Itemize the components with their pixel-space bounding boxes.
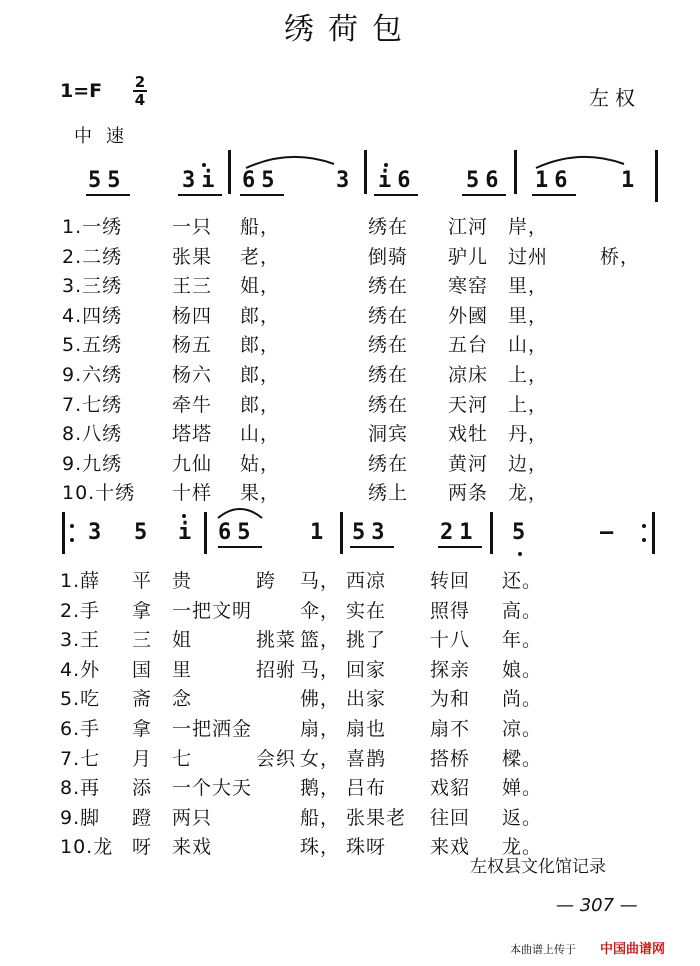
lyric-cell: 上， [508, 364, 549, 386]
lyric-cell: 一把文明 [172, 599, 253, 622]
lyric-cell: 篮， [300, 629, 341, 652]
lyric-cell: 6.手 [60, 718, 101, 740]
lyric-cell: 贵 [172, 570, 193, 592]
note-group: 65 [242, 168, 281, 193]
lyric-cell: 7.七绣 [62, 393, 123, 416]
lyric-cell: 绣在 [368, 275, 409, 298]
lyric-cell: 樑。 [502, 747, 543, 770]
lyric-cell: 杨六 [172, 364, 213, 386]
lyric-cell: 杨四 [172, 304, 213, 327]
lyric-cell: 绣在 [368, 334, 409, 357]
high-octave-dot [202, 163, 206, 167]
note-group: 56 [466, 168, 505, 193]
lyric-cell: 船， [300, 806, 341, 829]
lyric-cell: 姐 [172, 629, 193, 652]
lyric-cell: 蹬 [132, 806, 153, 829]
lyric-cell: 喜鹊 [346, 747, 387, 770]
lyric-cell: 过州 [508, 245, 549, 268]
lyric-cell: 船， [240, 216, 281, 238]
lyric-cell: 挑菜 [256, 629, 297, 652]
lyric-cell: 山， [508, 334, 549, 357]
lyric-cell: 绣在 [368, 364, 409, 386]
site-logo: 中国曲谱网 [600, 942, 666, 957]
lyric-cell: 会织 [256, 747, 297, 770]
note: 5 [512, 520, 526, 545]
lyric-cell: 牵牛 [172, 393, 213, 416]
lyric-cell: 珠， [300, 836, 341, 859]
tempo-label: 中速 [74, 126, 138, 147]
time-signature-top: 2 [134, 73, 146, 91]
lyric-cell: 出家 [346, 688, 387, 711]
upload-note: 本曲谱上传于 [510, 943, 576, 956]
lyric-cell: 五台 [448, 334, 489, 357]
lyric-cell: 5.吃 [60, 688, 101, 711]
lyric-cell: 7.七 [60, 747, 101, 770]
lyric-cell: 西凉 [346, 570, 387, 592]
lyric-cell: 凉床 [448, 364, 489, 386]
note-group: 53 [352, 520, 391, 545]
lyric-cell: 三 [132, 629, 153, 652]
lyric-cell: 4.四绣 [62, 304, 123, 327]
lyric-cell: 9.六绣 [62, 364, 123, 386]
lyric-cell: 里 [172, 658, 193, 681]
lyric-cell: 十八 [430, 629, 471, 652]
lyric-cell: 实在 [346, 599, 387, 622]
note-group: 65 [218, 520, 257, 545]
lyric-cell: 为和 [430, 688, 471, 711]
note-group: 16 [535, 168, 574, 193]
lyric-cell: 10.十绣 [62, 482, 136, 505]
lyric-cell: 1.一绣 [62, 216, 123, 238]
lyric-cell: 一把洒金 [172, 718, 253, 740]
lyric-cell: 拿 [132, 599, 153, 622]
lyric-cell: 果， [240, 482, 281, 505]
lyric-cell: 照得 [430, 599, 471, 622]
lyric-cell: 鹅， [300, 777, 341, 800]
lyric-cell: 外國 [448, 304, 489, 327]
lyric-cell: 戏貂 [430, 777, 471, 800]
lyric-cell: 姑， [240, 452, 281, 475]
lyric-cell: 杨五 [172, 334, 213, 357]
lyric-cell: 3.王 [60, 629, 101, 652]
lyric-cell: 挑了 [346, 629, 387, 652]
slur-arc [536, 157, 624, 168]
lyric-cell: 高。 [502, 599, 543, 622]
lyric-cell: 8.再 [60, 777, 101, 800]
note: 3 [88, 520, 102, 545]
lyric-cell: 4.外 [60, 658, 101, 681]
note-group: 1 [621, 168, 635, 193]
note-group: 55 [88, 168, 127, 193]
lyric-cell: 10.龙 [60, 836, 114, 859]
lyric-cell: 里， [508, 275, 549, 298]
lyric-cell: 娘。 [502, 658, 543, 681]
lyric-cell: 斋 [132, 688, 153, 711]
lyric-cell: 黄河 [448, 452, 489, 475]
lyric-cell: 回家 [346, 658, 387, 681]
lyric-cell: 2.二绣 [62, 245, 123, 268]
lyric-cell: 桥， [600, 245, 641, 268]
lyric-cell: 凉。 [502, 718, 543, 740]
lyric-cell: 王三 [172, 275, 213, 298]
lyric-cell: 吕布 [346, 777, 387, 800]
lyric-cell: 绣在 [368, 216, 409, 238]
lyric-cell: 张果 [172, 245, 213, 268]
lyric-cell: 绣在 [368, 393, 409, 416]
lyric-cell: 扇不 [430, 718, 471, 740]
key-signature: 1=F [60, 80, 103, 102]
high-octave-dot [182, 514, 186, 518]
lyric-cell: 转回 [430, 570, 471, 592]
lyric-cell: 戏牡 [448, 423, 489, 446]
lyric-cell: 平 [132, 570, 153, 592]
dash: — [600, 520, 614, 545]
lyric-cell: 3.三绣 [62, 275, 123, 298]
page-number: — 307 — [556, 895, 638, 916]
lyric-cell: 伞， [300, 599, 341, 622]
lyric-cell: 2.手 [60, 599, 101, 622]
lyric-cell: 郎， [240, 334, 281, 357]
lyric-cell: 张果老 [346, 806, 407, 829]
lyric-cell: 婵。 [502, 777, 543, 800]
lyric-cell: 5.五绣 [62, 334, 123, 357]
lyric-cell: 9.九绣 [62, 452, 123, 475]
lyric-cell: 上， [508, 393, 549, 416]
lyric-cell: 添 [132, 777, 153, 800]
lyric-cell: 倒骑 [368, 245, 409, 268]
lyric-cell: 8.八绣 [62, 423, 123, 446]
lyric-cell: 洞宾 [368, 423, 409, 446]
lyric-cell: 还。 [502, 570, 543, 592]
lyric-cell: 十样 [172, 482, 213, 505]
time-signature-bottom: 4 [134, 91, 146, 109]
lyric-cell: 两条 [448, 482, 489, 505]
lyric-cell: 七 [172, 747, 193, 770]
lyric-cell: 扇， [300, 718, 341, 740]
lyric-cell: 龙。 [502, 836, 543, 859]
lyric-cell: 跨 [256, 570, 277, 592]
lyric-cell: 招驸 [256, 658, 297, 681]
lyric-cell: 一只 [172, 216, 213, 238]
lyric-cell: 马， [300, 658, 341, 681]
note: 5 [134, 520, 148, 545]
lyric-cell: 寒窑 [448, 275, 489, 298]
slur-arc [246, 157, 334, 168]
lyric-cell: 一个大天 [172, 777, 253, 800]
lyric-cell: 9.脚 [60, 806, 101, 829]
lyric-cell: 探亲 [430, 658, 471, 681]
slur-arc [218, 509, 262, 518]
lyric-cell: 边， [508, 452, 549, 475]
lyric-cell: 拿 [132, 718, 153, 740]
lyric-cell: 来戏 [430, 836, 471, 859]
lyric-cell: 念 [172, 688, 193, 711]
note-group: i6 [378, 168, 417, 193]
lyric-cell: 塔塔 [172, 423, 213, 446]
lyric-cell: 返。 [502, 806, 543, 829]
lyric-cell: 扇也 [346, 718, 387, 740]
region-label: 左权 [589, 86, 641, 110]
note-group: 3 [336, 168, 350, 193]
lyric-cell: 九仙 [172, 452, 213, 475]
lyric-cell: 绣在 [368, 304, 409, 327]
lyric-cell: 姐， [240, 275, 281, 298]
lyric-cell: 山， [240, 423, 281, 446]
lyric-cell: 月 [132, 747, 153, 770]
lyric-cell: 绣上 [368, 482, 409, 505]
lyric-cell: 国 [132, 658, 153, 681]
lyric-cell: 呀 [132, 836, 153, 859]
lyric-cell: 郎， [240, 304, 281, 327]
high-octave-dot [384, 163, 388, 167]
lyric-cell: 天河 [448, 393, 489, 416]
lyric-cell: 驴儿 [448, 245, 489, 268]
lyric-cell: 年。 [502, 629, 543, 652]
lyric-cell: 江河 [448, 216, 489, 238]
lyric-cell: 岸， [508, 216, 549, 238]
lyric-cell: 郎， [240, 393, 281, 416]
lyric-cell: 女， [300, 747, 341, 770]
page-title: 绣荷包 [284, 12, 416, 47]
lyric-cell: 郎， [240, 364, 281, 386]
lyric-cell: 里， [508, 304, 549, 327]
lyric-cell: 马， [300, 570, 341, 592]
lyric-cell: 绣在 [368, 452, 409, 475]
source-credit: 左权县文化馆记录 [470, 857, 606, 877]
note: i [178, 520, 192, 545]
note-group: 3i [182, 168, 221, 193]
lyric-cell: 珠呀 [346, 836, 387, 859]
lyric-cell: 尚。 [502, 688, 543, 711]
lyric-cell: 老， [240, 245, 281, 268]
lyric-cell: 两只 [172, 806, 213, 829]
lyric-cell: 来戏 [172, 836, 213, 859]
lyric-cell: 往回 [430, 806, 471, 829]
lyric-cell: 搭桥 [430, 747, 471, 770]
lyric-cell: 佛， [300, 688, 341, 711]
lyric-cell: 龙， [508, 482, 549, 505]
lyric-cell: 丹， [508, 423, 549, 446]
lyric-cell: 1.薛 [60, 570, 101, 592]
note: 1 [310, 520, 324, 545]
note-group: 21 [440, 520, 479, 545]
